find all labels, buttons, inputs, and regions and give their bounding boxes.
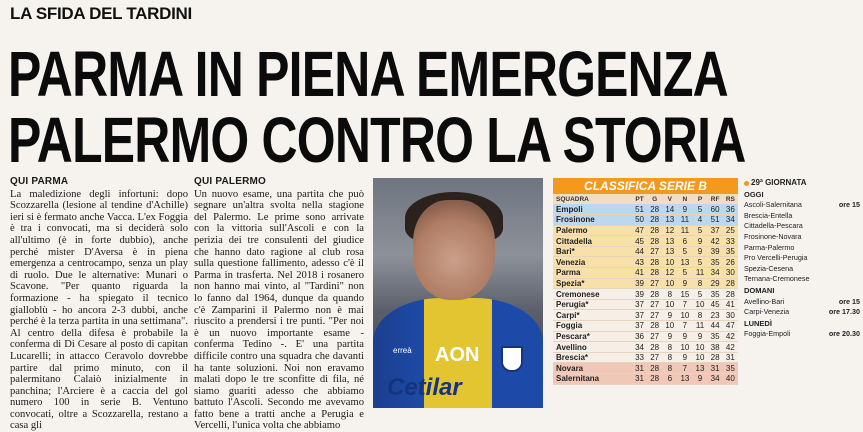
section-kicker: LA SFIDA DEL TARDINI <box>10 4 192 23</box>
stat-cell: 42 <box>708 236 723 247</box>
stat-cell: 27 <box>647 246 662 257</box>
standings-header-cell: G <box>647 194 662 204</box>
stat-cell: 11 <box>692 321 707 332</box>
stat-cell: 37 <box>632 299 647 310</box>
stat-cell: 44 <box>632 246 647 257</box>
stat-cell: 5 <box>677 268 692 279</box>
stat-cell: 6 <box>677 236 692 247</box>
fixture-teams: Brescia-Entella <box>744 210 793 220</box>
column-label: QUI PALERMO <box>194 176 267 187</box>
stat-cell: 28 <box>647 236 662 247</box>
standings-header-cell: RS <box>723 194 738 204</box>
fixture-day-heading: LUNEDÌ <box>744 318 772 328</box>
stat-cell: 10 <box>677 342 692 353</box>
stat-cell: 43 <box>632 257 647 268</box>
stat-cell: 13 <box>692 363 707 374</box>
stat-cell: 34 <box>708 268 723 279</box>
fixture-match <box>744 200 860 211</box>
stat-cell: 28 <box>708 352 723 363</box>
fixture-match <box>744 243 860 254</box>
table-row <box>553 246 738 257</box>
fixture-days <box>744 190 860 340</box>
stat-cell: 36 <box>723 204 738 215</box>
stat-cell: 33 <box>723 236 738 247</box>
team-name: Novara <box>553 363 632 374</box>
stat-cell: 13 <box>662 236 677 247</box>
column-text: La maledizione degli infortuni: dopo Scozzarella (lesione al tendine d'Achille) ieri si è fermato anche Vacca. L'ex Foggia è tra i convocati, ma si deciderà solo all'ultimo (è in forte dubbio), anche perché mister D'Aversa è in piena emergenza a centrocampo, senza un play di ruolo. Due le alternative: Munari o Scavone. "Per quanto riguarda la formazione - ha spiegato il tecnico gialloblù - ho ancora 2-3 dubbi, anche perché è la terza partita in una settimana". Al centro della difesa è probabile la conferma di Di Cesare al posto di capitan Lucarelli; in attacco Ceravolo dovrebbe partire dal primo minuto, con il palermitano Calaiò inizialmente in panchina; l'Arciere è a caccia del gol numero 100 in serie B. Ventuno convocati, oltre a Scozzarella, restano a casa gli <box>10 188 188 432</box>
fixture-day-heading: DOMANI <box>744 285 775 295</box>
standings-table <box>553 178 738 400</box>
stat-cell: 28 <box>647 204 662 215</box>
stat-cell: 41 <box>723 299 738 310</box>
stat-cell: 23 <box>708 310 723 321</box>
stat-cell: 5 <box>692 225 707 236</box>
table-row <box>553 278 738 289</box>
stat-cell: 6 <box>662 374 677 385</box>
fixture-teams: Spezia-Cesena <box>744 263 794 273</box>
stat-cell: 50 <box>632 215 647 226</box>
table-row <box>553 342 738 353</box>
player-photo <box>373 178 543 400</box>
fixture-teams: Parma-Palermo <box>744 242 795 252</box>
fixture-teams: Foggia-Empoli <box>744 329 791 339</box>
stat-cell: 40 <box>723 374 738 385</box>
stat-cell: 28 <box>647 342 662 353</box>
fixture-teams: Cittadella-Pescara <box>744 221 803 231</box>
stat-cell: 37 <box>708 225 723 236</box>
stat-cell: 9 <box>677 352 692 363</box>
stat-cell: 9 <box>662 310 677 321</box>
stat-cell: 15 <box>677 289 692 300</box>
fixture-match <box>744 221 860 232</box>
stat-cell: 39 <box>632 278 647 289</box>
stat-cell: 5 <box>692 257 707 268</box>
table-row <box>553 257 738 268</box>
standings-title: CLASSIFICA SERIE B <box>553 178 738 194</box>
stat-cell: 39 <box>708 246 723 257</box>
stat-cell: 11 <box>677 215 692 226</box>
stat-cell: 8 <box>692 278 707 289</box>
table-row <box>553 268 738 279</box>
table-row <box>553 204 738 215</box>
fixture-match <box>744 329 860 340</box>
stat-cell: 9 <box>692 246 707 257</box>
team-name: Palermo <box>553 225 632 236</box>
stat-cell: 27 <box>647 331 662 342</box>
fixture-teams: Avellino-Bari <box>744 296 785 306</box>
table-row <box>553 331 738 342</box>
stat-cell: 35 <box>708 331 723 342</box>
fixture-match <box>744 232 860 243</box>
stat-cell: 5 <box>677 246 692 257</box>
standings-header-cell: PT <box>632 194 647 204</box>
fixtures-title: 29ª GIORNATA <box>751 178 807 187</box>
stat-cell: 8 <box>692 310 707 321</box>
head-shape <box>413 200 495 300</box>
stat-cell: 8 <box>662 363 677 374</box>
table-row <box>553 352 738 363</box>
stat-cell: 45 <box>632 236 647 247</box>
parma-crest-icon <box>501 346 523 372</box>
stat-cell: 28 <box>647 268 662 279</box>
team-name: Empoli <box>553 204 632 215</box>
team-name: Salernitana <box>553 374 632 385</box>
stat-cell: 27 <box>647 310 662 321</box>
stat-cell: 37 <box>632 321 647 332</box>
table-row <box>553 363 738 374</box>
stat-cell: 45 <box>708 299 723 310</box>
stat-cell: 31 <box>632 363 647 374</box>
table-row <box>553 289 738 300</box>
stat-cell: 8 <box>662 352 677 363</box>
headline-line-1: PARMA IN PIENA EMERGENZA <box>8 38 728 110</box>
stat-cell: 42 <box>723 331 738 342</box>
stat-cell: 8 <box>662 289 677 300</box>
fixture-teams: Carpi-Venezia <box>744 307 790 317</box>
stat-cell: 10 <box>662 278 677 289</box>
table-row <box>553 310 738 321</box>
fixture-match <box>744 211 860 222</box>
stat-cell: 9 <box>677 278 692 289</box>
stat-cell: 11 <box>692 268 707 279</box>
stat-cell: 10 <box>692 299 707 310</box>
fixture-teams: Ascoli-Salernitana <box>744 200 802 210</box>
standings-grid <box>553 194 738 385</box>
team-name: Cittadella <box>553 236 632 247</box>
table-row <box>553 225 738 236</box>
stat-cell: 27 <box>647 352 662 363</box>
stat-cell: 26 <box>723 257 738 268</box>
stat-cell: 12 <box>662 268 677 279</box>
stat-cell: 47 <box>723 321 738 332</box>
stat-cell: 7 <box>677 299 692 310</box>
fixtures-panel <box>744 178 860 400</box>
stat-cell: 13 <box>677 374 692 385</box>
stat-cell: 31 <box>632 374 647 385</box>
stat-cell: 28 <box>647 321 662 332</box>
stat-cell: 8 <box>662 342 677 353</box>
stat-cell: 28 <box>647 215 662 226</box>
stat-cell: 31 <box>708 363 723 374</box>
stat-cell: 5 <box>692 289 707 300</box>
stat-cell: 36 <box>632 331 647 342</box>
stat-cell: 27 <box>647 278 662 289</box>
stat-cell: 30 <box>723 268 738 279</box>
stat-cell: 31 <box>723 352 738 363</box>
standings-header-cell: RF <box>708 194 723 204</box>
fixture-time: ore 20.30 <box>828 329 860 339</box>
article-column-palermo <box>194 176 364 432</box>
stat-cell: 10 <box>662 321 677 332</box>
stat-cell: 37 <box>632 310 647 321</box>
team-name: Brescia* <box>553 352 632 363</box>
standings-header-cell: N <box>677 194 692 204</box>
stat-cell: 7 <box>677 321 692 332</box>
stat-cell: 9 <box>662 331 677 342</box>
team-name: Frosinone <box>553 215 632 226</box>
standings-header-row <box>553 194 738 204</box>
stat-cell: 10 <box>677 310 692 321</box>
stat-cell: 44 <box>708 321 723 332</box>
stat-cell: 28 <box>647 289 662 300</box>
team-name: Avellino <box>553 342 632 353</box>
fixture-time: ore 17.30 <box>828 307 860 317</box>
fixture-time: ore 15 <box>838 200 860 210</box>
stat-cell: 42 <box>723 342 738 353</box>
stat-cell: 38 <box>708 342 723 353</box>
bullet-icon <box>744 181 749 186</box>
stat-cell: 60 <box>708 204 723 215</box>
fixture-teams: Pro Vercelli-Perugia <box>744 253 808 263</box>
article-column-parma <box>10 176 188 432</box>
team-name: Foggia <box>553 321 632 332</box>
sponsor-errea: erreà <box>393 346 412 355</box>
headline-line-2: PALERMO CONTRO LA STORIA <box>8 104 746 176</box>
stat-cell: 25 <box>723 225 738 236</box>
stat-cell: 28 <box>647 225 662 236</box>
standings-header-cell: V <box>662 194 677 204</box>
stat-cell: 34 <box>723 215 738 226</box>
column-text: Un nuovo esame, una partita che può segnare un'altra svolta nella stagione del Palermo. Le prime sono arrivate con la vittoria sull'Ascoli e con la perizia dei tre consulenti del giudice che hanno dato ragione al club rosa sulla questione fallimento, adesso c'è il Parma in trasferta. Nel 2018 i rosanero non hanno mai vinto, al "Tardini" non lo fanno dal 1964, dunque da quando c'è Zamparini il Palermo non è mai riuscito a prendersi i tre punti. "Per noi è un nuovo importante esame - conferma Tedino -. E' una partita difficile contro una squadra che davanti ha tante soluzioni. Noi non eravamo malati dopo le tre sconfitte di fila, né siamo guariti adesso che abbiamo battuto l'Ascoli. Secondo me avevamo fatto bene a tratti anche a Perugia e Vercelli, l'unica volta che abbiamo <box>194 188 364 432</box>
stat-cell: 7 <box>677 363 692 374</box>
stat-cell: 33 <box>632 352 647 363</box>
stat-cell: 51 <box>632 204 647 215</box>
fixture-day-heading: OGGI <box>744 189 764 199</box>
stat-cell: 29 <box>708 278 723 289</box>
stat-cell: 4 <box>692 215 707 226</box>
stat-cell: 9 <box>692 331 707 342</box>
stat-cell: 9 <box>677 204 692 215</box>
stat-cell: 28 <box>647 374 662 385</box>
stat-cell: 47 <box>632 225 647 236</box>
stat-cell: 39 <box>632 289 647 300</box>
sponsor-aon: AON <box>435 344 480 366</box>
team-name: Perugia* <box>553 299 632 310</box>
fixture-teams: Frosinone-Novara <box>744 231 802 241</box>
table-row <box>553 321 738 332</box>
stat-cell: 11 <box>677 225 692 236</box>
fixture-match <box>744 264 860 275</box>
team-name: Parma <box>553 268 632 279</box>
team-name: Cremonese <box>553 289 632 300</box>
stat-cell: 13 <box>662 246 677 257</box>
team-name: Venezia <box>553 257 632 268</box>
stat-cell: 14 <box>662 204 677 215</box>
stat-cell: 28 <box>723 289 738 300</box>
stat-cell: 35 <box>708 289 723 300</box>
team-name: Bari* <box>553 246 632 257</box>
stat-cell: 10 <box>692 342 707 353</box>
stat-cell: 13 <box>662 215 677 226</box>
column-label: QUI PARMA <box>10 176 69 187</box>
table-row <box>553 236 738 247</box>
standings-body <box>553 204 738 384</box>
fixture-match <box>744 274 860 285</box>
team-name: Spezia* <box>553 278 632 289</box>
table-row <box>553 215 738 226</box>
stat-cell: 9 <box>677 331 692 342</box>
stat-cell: 27 <box>647 299 662 310</box>
table-row <box>553 299 738 310</box>
fixture-match <box>744 253 860 264</box>
fixture-time: ore 15 <box>838 296 860 306</box>
fixture-teams: Ternana-Cremonese <box>744 274 810 284</box>
team-name: Pescara* <box>553 331 632 342</box>
stat-cell: 9 <box>692 374 707 385</box>
stat-cell: 10 <box>692 352 707 363</box>
stat-cell: 13 <box>677 257 692 268</box>
stat-cell: 35 <box>723 246 738 257</box>
stat-cell: 12 <box>662 225 677 236</box>
standings-header-cell: SQUADRA <box>553 194 632 204</box>
stat-cell: 30 <box>723 310 738 321</box>
standings-header-cell: P <box>692 194 707 204</box>
stat-cell: 28 <box>723 278 738 289</box>
stat-cell: 9 <box>692 236 707 247</box>
stat-cell: 34 <box>708 374 723 385</box>
stat-cell: 5 <box>692 204 707 215</box>
stat-cell: 34 <box>632 342 647 353</box>
stat-cell: 28 <box>647 363 662 374</box>
stat-cell: 10 <box>662 299 677 310</box>
fixture-match <box>744 307 860 318</box>
stat-cell: 10 <box>662 257 677 268</box>
stat-cell: 51 <box>708 215 723 226</box>
stat-cell: 41 <box>632 268 647 279</box>
stat-cell: 35 <box>723 363 738 374</box>
table-row <box>553 374 738 385</box>
team-name: Carpi* <box>553 310 632 321</box>
stat-cell: 35 <box>708 257 723 268</box>
stat-cell: 28 <box>647 257 662 268</box>
fixture-match <box>744 297 860 308</box>
sponsor-cetilar: Cetilar <box>387 374 462 401</box>
